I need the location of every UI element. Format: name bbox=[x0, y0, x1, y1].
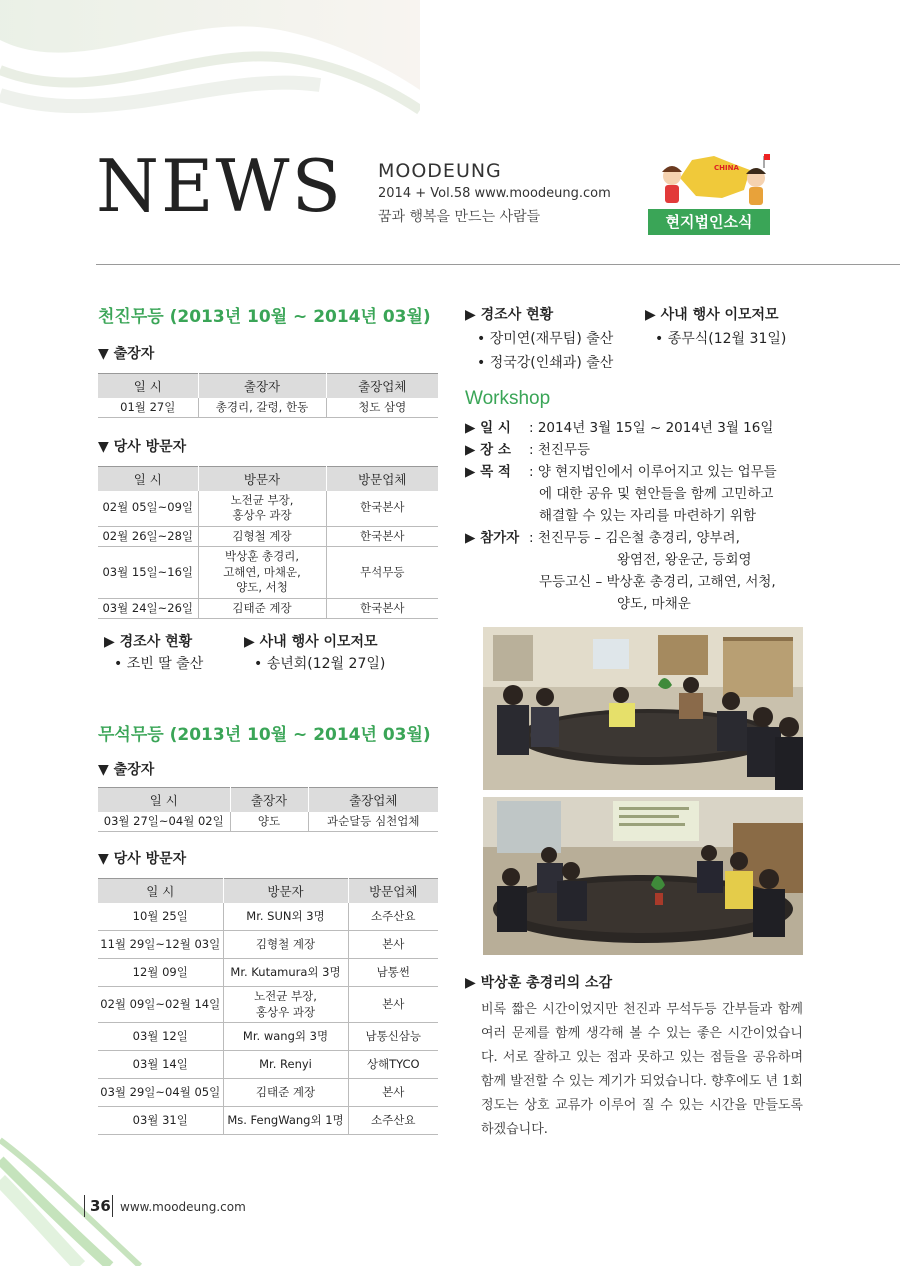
section-tag: 현지법인소식 bbox=[648, 209, 770, 235]
event-item: • 종무식(12월 31일) bbox=[655, 331, 787, 347]
table-cell: 상해TYCO bbox=[348, 1051, 438, 1079]
when-value: : 2014년 3월 15일 ~ 2014년 3월 16일 bbox=[529, 420, 774, 436]
table-header-row bbox=[98, 374, 438, 398]
table-cell: 노전균 부장, 홍상우 과장 bbox=[223, 987, 348, 1023]
table-row bbox=[98, 526, 438, 547]
table-row bbox=[98, 1079, 438, 1107]
wuxi-title: 무석무등 (2013년 10월 ~ 2014년 03월) bbox=[98, 725, 431, 745]
wuxi-trips-table bbox=[98, 787, 438, 832]
brand-name: MOODEUNG bbox=[378, 160, 502, 182]
table-cell: 김형철 계장 bbox=[198, 526, 326, 547]
workshop-section bbox=[465, 388, 805, 410]
attendees-line: 무등고신 – 박상훈 총경리, 고해연, 서청, bbox=[539, 574, 776, 590]
impression-heading: ▶ 박상훈 총경리의 소감 bbox=[465, 975, 613, 991]
tianjin-condolence-heading: ▶ 경조사 현황 bbox=[104, 634, 193, 651]
table-row bbox=[98, 987, 438, 1023]
table-cell: 남통신삼능 bbox=[348, 1023, 438, 1051]
page-number: 36 bbox=[90, 1197, 111, 1215]
table-cell: 과순달등 심천업체 bbox=[308, 812, 438, 832]
mascot-label: CHINA bbox=[714, 164, 739, 172]
column-header: 방문자 bbox=[198, 467, 326, 491]
tianjin-event-item: • 송년회(12월 27일) bbox=[254, 656, 386, 673]
column-header: 일 시 bbox=[98, 879, 223, 903]
table-cell: 김태준 계장 bbox=[198, 598, 326, 619]
table-cell: 03월 29일~04월 05일 bbox=[98, 1079, 223, 1107]
column-header: 출장업체 bbox=[326, 374, 438, 398]
condolence-item: • 정국강(인쇄과) 출산 bbox=[477, 355, 614, 371]
condolence-heading: ▶ 경조사 현황 bbox=[465, 307, 554, 323]
table-cell: 03월 27일~04월 02일 bbox=[98, 812, 230, 832]
table-row bbox=[98, 959, 438, 987]
workshop-photo-2 bbox=[483, 797, 803, 955]
table-row bbox=[98, 547, 438, 599]
wuxi-trips-heading: ▼ 출장자 bbox=[98, 762, 155, 778]
table-row bbox=[98, 812, 438, 832]
where-label: ▶ 장 소 bbox=[465, 442, 511, 458]
wuxi-visits-table bbox=[98, 878, 438, 1135]
table-cell: 02월 05일~09일 bbox=[98, 491, 198, 527]
table-cell: 12월 09일 bbox=[98, 959, 223, 987]
table-row bbox=[98, 398, 438, 418]
table-cell: Mr. Kutamura외 3명 bbox=[223, 959, 348, 987]
wuxi-visits-heading: ▼ 당사 방문자 bbox=[98, 851, 187, 868]
impression-section bbox=[465, 972, 805, 992]
table-cell: 02월 26일~28일 bbox=[98, 526, 198, 547]
column-header: 일 시 bbox=[98, 374, 198, 398]
table-cell: Mr. Renyi bbox=[223, 1051, 348, 1079]
table-row bbox=[98, 491, 438, 527]
table-cell: Mr. SUN외 3명 bbox=[223, 903, 348, 931]
tianjin-title: 천진무등 (2013년 10월 ~ 2014년 03월) bbox=[98, 307, 431, 327]
purpose-cont: 해결할 수 있는 자리를 마련하기 위함 bbox=[539, 508, 757, 524]
event-heading: ▶ 사내 행사 이모저모 bbox=[645, 307, 779, 323]
tianjin-condolence-item: • 조빈 딸 출산 bbox=[114, 656, 204, 673]
column-header: 출장자 bbox=[198, 374, 326, 398]
table-cell: 청도 삼영 bbox=[326, 398, 438, 418]
table-cell: 박상훈 총경리, 고해연, 마채운, 양도, 서청 bbox=[198, 547, 326, 599]
workshop-photo-1 bbox=[483, 627, 803, 790]
page-title: NEWS bbox=[96, 144, 343, 228]
table-header-row bbox=[98, 788, 438, 812]
china-mascot-illustration bbox=[652, 150, 770, 210]
when-label: ▶ 일 시 bbox=[465, 420, 511, 436]
column-header: 출장업체 bbox=[308, 788, 438, 812]
footer-website: www.moodeung.com bbox=[120, 1200, 246, 1214]
right-events bbox=[465, 304, 805, 384]
tianjin-event-heading: ▶ 사내 행사 이모저모 bbox=[244, 634, 378, 651]
column-header: 출장자 bbox=[230, 788, 308, 812]
table-cell: 03월 15일~16일 bbox=[98, 547, 198, 599]
decorative-wave-bottom bbox=[0, 1120, 200, 1266]
column-header: 일 시 bbox=[98, 467, 198, 491]
where-value: : 천진무등 bbox=[529, 442, 591, 458]
table-header-row bbox=[98, 879, 438, 903]
footer-divider bbox=[84, 1195, 85, 1217]
table-cell: 무석무등 bbox=[326, 547, 438, 599]
impression-text: 비록 짧은 시간이었지만 천진과 무석두등 간부들과 함께 여러 문제를 함께 생각해 볼 수 있는 좋은 시간이었습니다. 서로 잘하고 있는 점과 못하고 있는 점들을 공유하며 함께 발전할 수 있는 계기가 되었습니다. 향후에도 년 1회 정도는 상호 교류가 이루어 질 수 있는 시간을 만들도록 하겠습니다. bbox=[481, 1002, 803, 1138]
table-cell: 소주산요 bbox=[348, 1107, 438, 1135]
table-row bbox=[98, 931, 438, 959]
table-cell: 남통썬 bbox=[348, 959, 438, 987]
footer-divider bbox=[112, 1195, 113, 1217]
table-cell: 11월 29일~12월 03일 bbox=[98, 931, 223, 959]
attendees-line: 왕염전, 왕운군, 등회영 bbox=[617, 552, 752, 568]
table-cell: 김태준 계장 bbox=[223, 1079, 348, 1107]
table-cell: 03월 24일~26일 bbox=[98, 598, 198, 619]
table-header-row bbox=[98, 467, 438, 491]
column-header: 일 시 bbox=[98, 788, 230, 812]
table-cell: 본사 bbox=[348, 931, 438, 959]
table-cell: 한국본사 bbox=[326, 491, 438, 527]
header-divider bbox=[96, 264, 900, 265]
attendees-line: : 천진무등 – 김은철 총경리, 양부려, bbox=[529, 530, 740, 546]
table-cell: 02월 09일~02월 14일 bbox=[98, 987, 223, 1023]
purpose-cont: 에 대한 공유 및 현안들을 함께 고민하고 bbox=[539, 486, 774, 502]
attendees-label: ▶ 참가자 bbox=[465, 530, 520, 546]
table-cell: 03월 31일 bbox=[98, 1107, 223, 1135]
workshop-details bbox=[465, 418, 815, 618]
table-cell: 03월 14일 bbox=[98, 1051, 223, 1079]
tianjin-visits-heading: ▼ 당사 방문자 bbox=[98, 439, 187, 456]
table-cell: Mr. wang외 3명 bbox=[223, 1023, 348, 1051]
table-row bbox=[98, 1051, 438, 1079]
workshop-title: Workshop bbox=[465, 388, 551, 409]
table-cell: 본사 bbox=[348, 1079, 438, 1107]
issue-info: 2014 + Vol.58 www.moodeung.com bbox=[378, 186, 611, 201]
table-row bbox=[98, 1023, 438, 1051]
tianjin-trips-heading: ▼ 출장자 bbox=[98, 346, 155, 362]
table-cell: Ms. FengWang외 1명 bbox=[223, 1107, 348, 1135]
table-cell: 노전균 부장, 홍상우 과장 bbox=[198, 491, 326, 527]
decorative-wave-top bbox=[0, 0, 420, 140]
table-row bbox=[98, 1107, 438, 1135]
slogan: 꿈과 행복을 만드는 사람들 bbox=[378, 209, 541, 225]
tianjin-visits-table bbox=[98, 466, 438, 619]
column-header: 방문업체 bbox=[326, 467, 438, 491]
purpose-label: ▶ 목 적 bbox=[465, 464, 511, 480]
table-cell: 총경리, 갈령, 한동 bbox=[198, 398, 326, 418]
column-header: 방문업체 bbox=[348, 879, 438, 903]
tianjin-section bbox=[98, 302, 438, 679]
column-header: 방문자 bbox=[223, 879, 348, 903]
table-cell: 한국본사 bbox=[326, 526, 438, 547]
attendees-line: 양도, 마채운 bbox=[617, 596, 691, 612]
table-cell: 한국본사 bbox=[326, 598, 438, 619]
wuxi-section bbox=[98, 720, 438, 1135]
table-row bbox=[98, 903, 438, 931]
purpose-value: : 양 현지법인에서 이루어지고 있는 업무들 bbox=[529, 464, 777, 480]
table-cell: 소주산요 bbox=[348, 903, 438, 931]
table-cell: 10월 25일 bbox=[98, 903, 223, 931]
table-cell: 김형철 계장 bbox=[223, 931, 348, 959]
table-cell: 01월 27일 bbox=[98, 398, 198, 418]
tianjin-trips-table bbox=[98, 373, 438, 418]
condolence-item: • 장미연(재무팀) 출산 bbox=[477, 331, 614, 347]
table-row bbox=[98, 598, 438, 619]
table-cell: 양도 bbox=[230, 812, 308, 832]
table-cell: 본사 bbox=[348, 987, 438, 1023]
table-cell: 03월 12일 bbox=[98, 1023, 223, 1051]
